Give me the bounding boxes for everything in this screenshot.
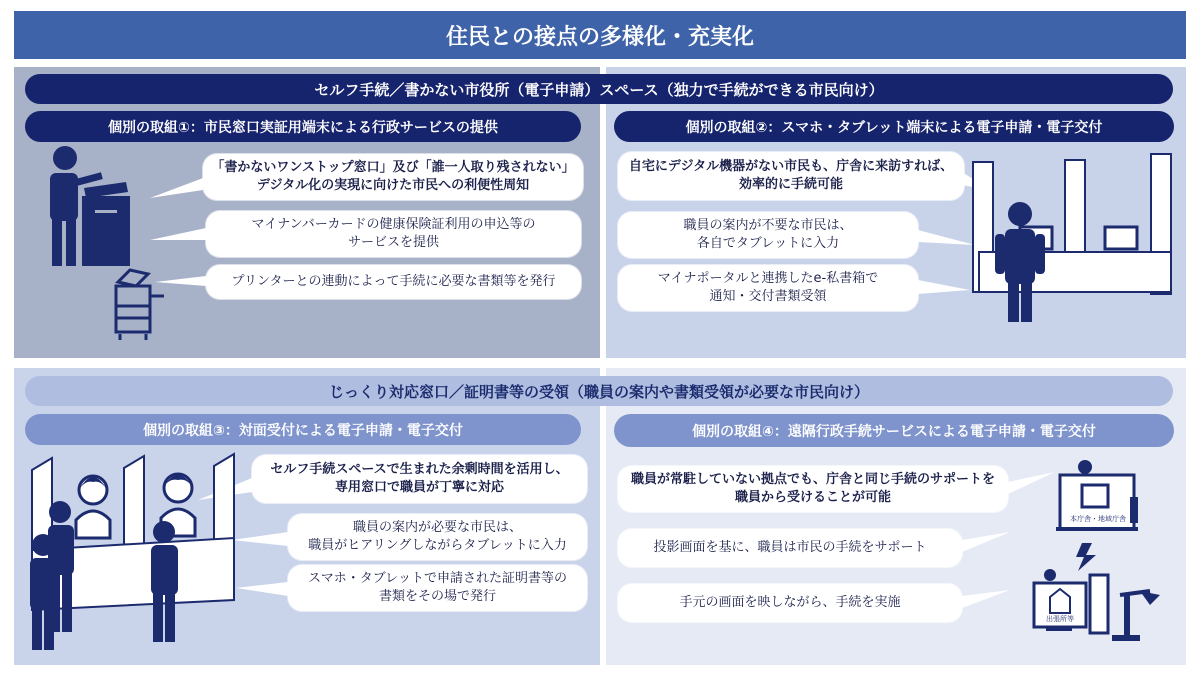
bubble-1-2: マイナンバーカードの健康保険証利用の申込等の サービスを提供: [206, 211, 581, 257]
bubble-4-1: 職員が常駐していない拠点でも、庁舎と同じ手続のサポートを 職員から受けることが可能: [618, 466, 1008, 512]
bubble-3-1: セルフ手続スペースで生まれた余剰時間を活用し、 専用窓口で職員が丁寧に対応: [252, 455, 587, 503]
bubble-2-2: 職員の案内が不要な市民は、 各自でタブレットに入力: [618, 212, 918, 258]
bubble-1-3: プリンターとの連動によって手続に必要な書類等を発行: [206, 265, 581, 299]
bubble-2-1: 自宅にデジタル機器がない市民も、庁舎に来訪すれば、 効率的に手続可能: [618, 152, 964, 200]
face-to-face-counter-icon: [18, 450, 250, 655]
bubble-4-2: 投影画面を基に、職員は市民の手続をサポート: [618, 529, 962, 567]
bubble-3-3: スマホ・タブレットで申請された証明書等の 書類をその場で発行: [288, 565, 587, 611]
tablet-booth-icon: [965, 152, 1185, 352]
printer-icon: [108, 262, 168, 342]
monitor-label-top: 本庁舎・地域庁舎: [1070, 515, 1126, 523]
section-top-header: セルフ手続／書かない市役所（電子申請）スペース（独力で手続ができる市民向け）: [25, 74, 1173, 104]
bubble-3-2: 職員の案内が必要な市民は、 職員がヒアリングしながらタブレットに入力: [288, 514, 587, 560]
bubble-2-3: マイナポータルと連携したe-私書箱で 通知・交付書類受領: [618, 265, 918, 311]
section-bottom-header: じっくり対応窓口／証明書等の受領（職員の案内や書類受領が必要な市民向け）: [25, 376, 1173, 406]
heading-initiative-1: 個別の取組①：市民窓口実証用端末による行政サービスの提供: [25, 111, 581, 142]
heading-initiative-3: 個別の取組③：対面受付による電子申請・電子交付: [25, 414, 581, 445]
remote-service-icon: [1020, 455, 1170, 655]
bubble-4-3: 手元の画面を映しながら、手続を実施: [618, 584, 962, 622]
page-title: 住民との接点の多様化・充実化: [14, 11, 1186, 59]
heading-initiative-2: 個別の取組②：スマホ・タブレット端末による電子申請・電子交付: [614, 111, 1174, 142]
monitor-label-bottom: 出張所等: [1046, 615, 1074, 623]
bubble-1-1: 「書かないワンストップ窓口」及び「誰一人取り残されない」 デジタル化の実現に向けた市民への利便性周知: [203, 154, 583, 200]
heading-initiative-4: 個別の取組④：遠隔行政手続サービスによる電子申請・電子交付: [614, 414, 1174, 447]
